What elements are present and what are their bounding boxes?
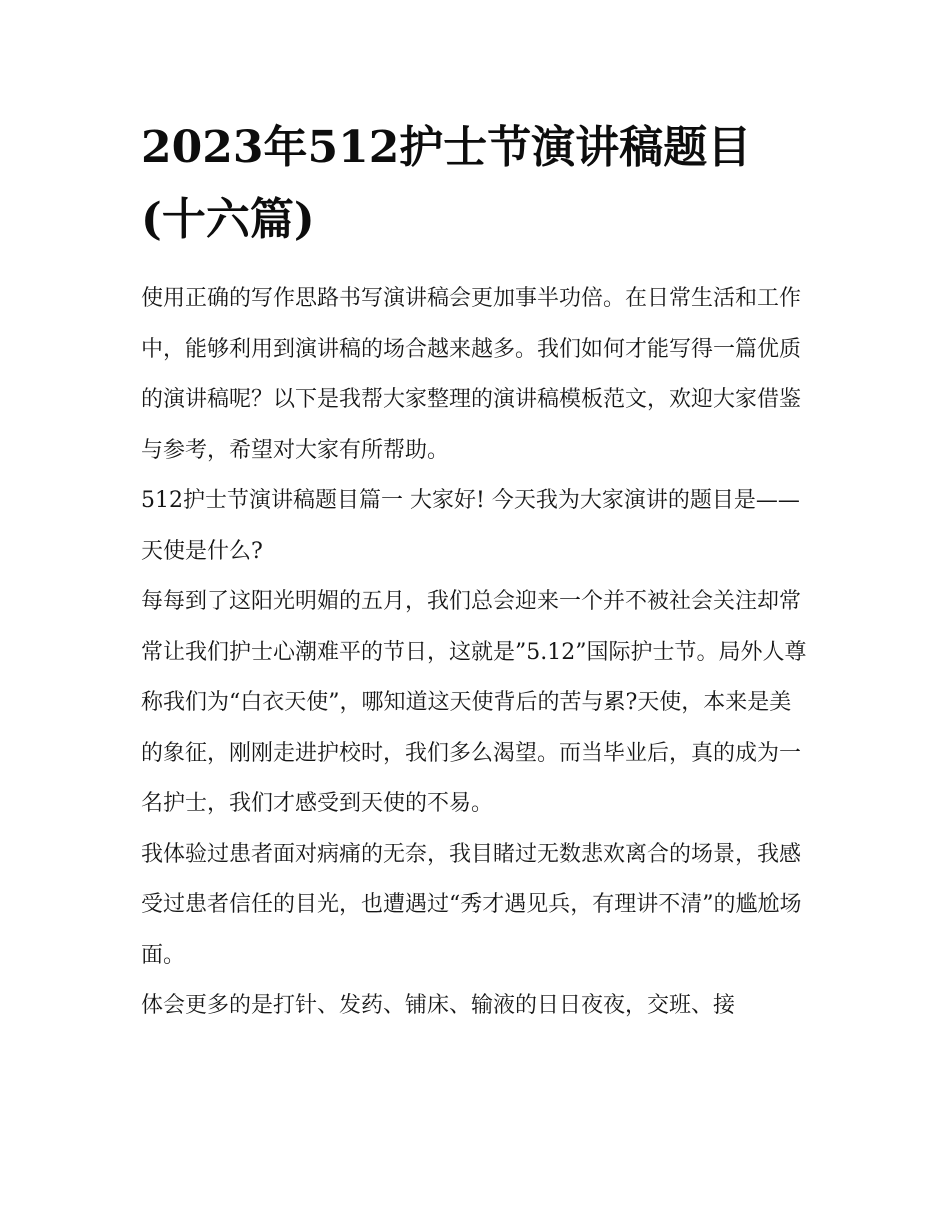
document-body [141,274,812,1032]
document-title [141,112,812,256]
title-line-1: 2023年512护士节演讲稿题目 [141,122,752,173]
paragraph-intro: 使用正确的写作思路书写演讲稿会更加事半功倍。在日常生活和工作中，能够利用到演讲稿的场合越来越多。我们如何才能写得一篇优质的演讲稿呢？以下是我帮大家整理的演讲稿模板范文，欢迎大家借鉴与参考，希望对大家有所帮助。 [141,286,802,463]
paragraph-nurses-day: 每每到了这阳光明媚的五月，我们总会迎来一个并不被社会关注却常常让我们护士心潮难平的节日，这就是”5.12”国际护士节。局外人尊称我们为“白衣天使”，哪知道这天使背后的苦与累?天使，本来是美的象征，刚刚走进护校时，我们多么渴望。而当毕业后，真的成为一名护士，我们才感受到天使的不易。 [141,589,807,816]
paragraph-daily-work: 体会更多的是打针、发药、铺床、输液的日日夜夜，交班、接 [141,993,736,1018]
title-line-2: (十六篇) [141,194,315,245]
paragraph-section-heading: 512护士节演讲稿题目篇一 大家好! 今天我为大家演讲的题目是——天使是什么? [141,488,800,564]
paragraph-experience: 我体验过患者面对病痛的无奈，我目睹过无数悲欢离合的场景，我感受过患者信任的目光，也遭遇过“秀才遇见兵，有理讲不清”的尴尬场面。 [141,841,802,968]
